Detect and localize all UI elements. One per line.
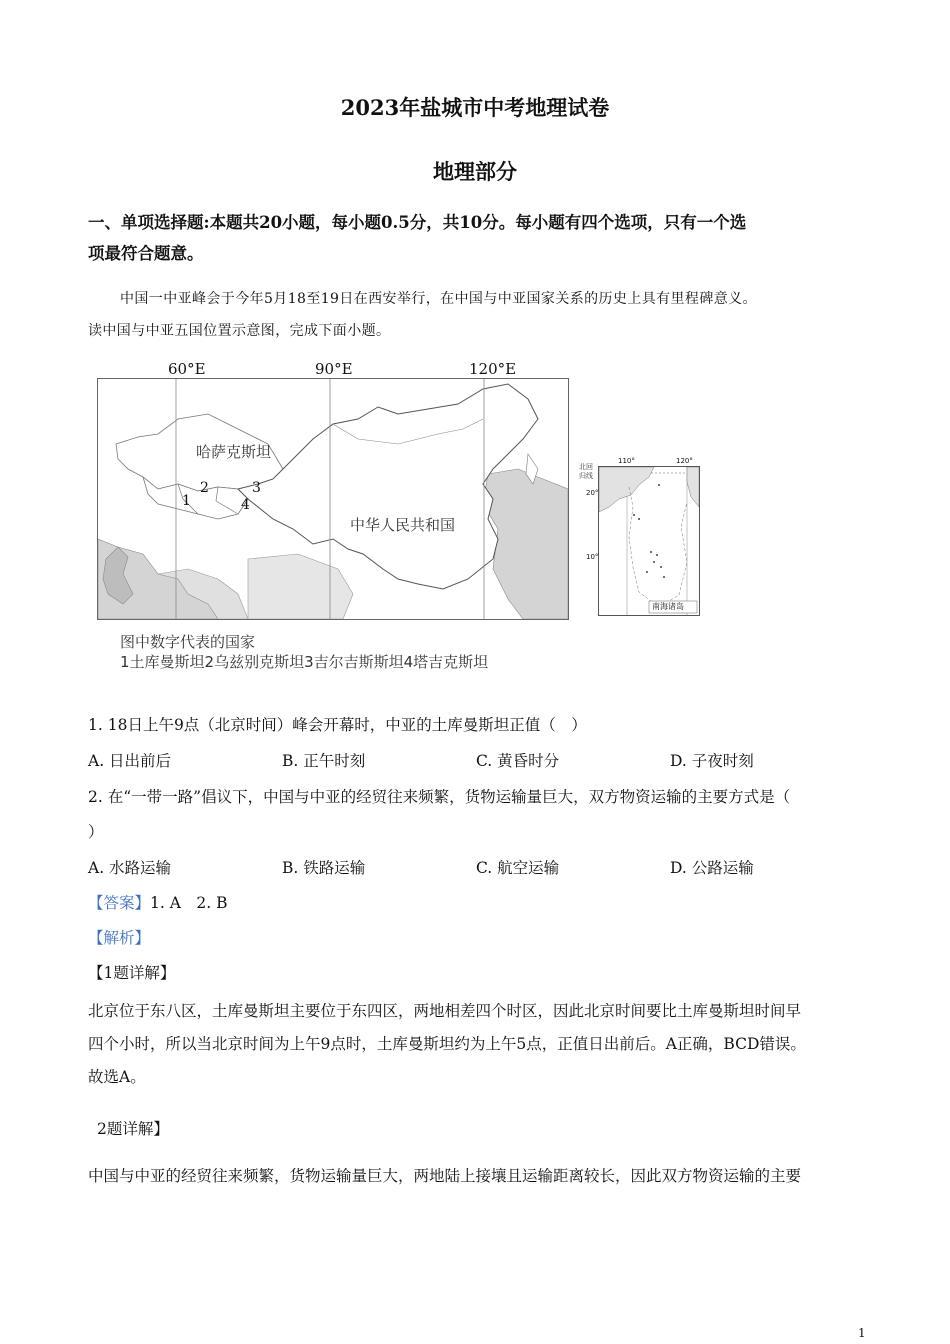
map-figure [97,378,569,620]
section-heading [88,207,868,269]
country-num-3: 3 [252,480,261,496]
q1-option-d: D. 子夜时刻 [670,752,754,770]
page-subtitle: 地理部分 [433,159,517,184]
country-num-2: 2 [200,480,209,496]
inset-drawing [599,467,699,615]
intro-paragraph [88,283,878,347]
inset-110-label: 110° [618,457,635,465]
label-china: 中华人民共和国 [350,516,456,534]
intro-line2: 读中国与中亚五国位置示意图，完成下面小题。 [88,323,391,339]
inset-20-label: 20° [586,489,599,497]
detail-1-line3: 故选A。 [88,1068,146,1086]
detail-1-line2: 四个小时，所以当北京时间为上午9点时，土库曼斯坦约为上午5点，正值日出前后。A正确，BCD错误。 [88,1035,806,1053]
detail-1-body [88,995,878,1094]
q1-option-a: A. 日出前后 [88,752,172,770]
q2-option-d: D. 公路运输 [670,859,754,877]
q2-option-b: B. 铁路运输 [282,859,366,877]
intro-line1: 中国一中亚峰会于今年5月18至19日在西安举行，在中国与中亚国家关系的历史上具有里程碑意义。 [120,291,757,307]
section-heading-line2: 项最符合题意。 [88,244,204,263]
section-heading-line1: 一、单项选择题:本题共20小题，每小题0.5分，共10分。每小题有四个选项，只有一个选 [88,213,747,232]
analysis-line [88,926,150,948]
country-num-4: 4 [241,497,250,513]
country-num-1: 1 [182,493,191,509]
label-kazakhstan: 哈萨克斯坦 [196,443,272,461]
inset-tropic-label [579,463,593,481]
analysis-label: 【解析】 [88,929,151,947]
inset-10-label: 10° [586,553,599,561]
page-number: 1 [858,1326,866,1340]
q2-option-a: A. 水路运输 [88,859,172,877]
answer-text: 1. A 2. B [150,894,228,912]
inset-tropic-label-a: 北回 [579,463,593,471]
detail-1-line1: 北京位于东八区，土库曼斯坦主要位于东四区，两地相差四个时区，因此北京时间要比土库曼斯坦时间早 [88,1002,802,1020]
detail-1-heading: 【1题详解】 [88,964,176,982]
q2-option-c: C. 航空运输 [476,859,560,877]
question-2-stem-line2: ） [88,823,104,841]
page-title: 2023年盐城市中考地理试卷 [340,95,610,120]
lon-120-label: 120°E [469,360,517,378]
lon-90-label: 90°E [315,360,353,378]
map-note-line1: 图中数字代表的国家 [120,633,256,651]
q1-option-b: B. 正午时刻 [282,752,366,770]
detail-2-heading: 2题详解】 [97,1120,169,1138]
q1-option-c: C. 黄昏时分 [476,752,560,770]
question-1-stem: 1. 18日上午9点（北京时间）峰会开幕时，中亚的土库曼斯坦正值（ ） [88,716,587,734]
inset-map-south-china-sea [598,466,700,616]
answer-line [88,891,228,913]
map-drawing [98,379,568,619]
lon-60-label: 60°E [168,360,206,378]
inset-120-label: 120° [676,457,693,465]
map-note-line2: 1土库曼斯坦2乌兹别克斯坦3吉尔吉斯斯坦4塔吉克斯坦 [120,653,489,671]
question-2-stem-line1: 2. 在“一带一路”倡议下，中国与中亚的经贸往来频繁，货物运输量巨大，双方物资运输的主要方式是（ [88,788,791,806]
detail-2-line1: 中国与中亚的经贸往来频繁，货物运输量巨大，两地陆上接壤且运输距离较长，因此双方物资运输的主要 [88,1167,802,1185]
answer-label: 【答案】 [88,894,151,912]
inset-tropic-label-b: 归线 [579,472,593,480]
inset-label: 南海诸岛 [652,602,684,611]
